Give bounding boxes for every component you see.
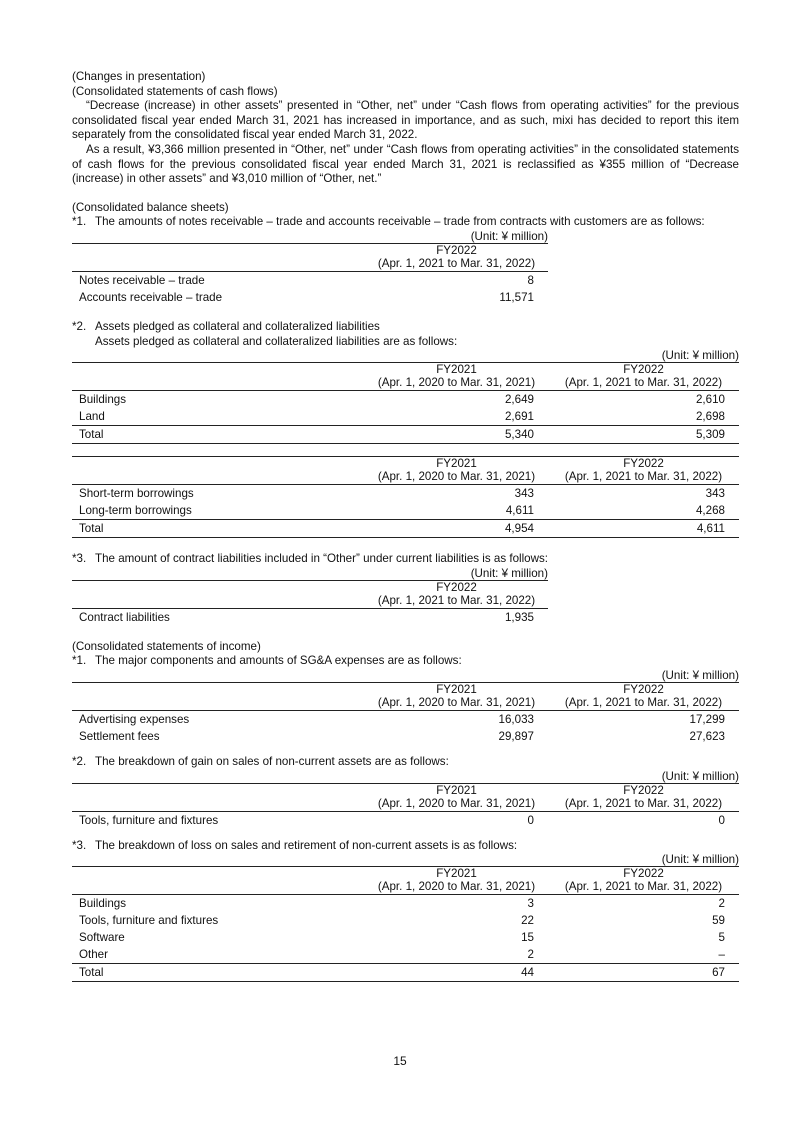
table-row: Tools, furniture and fixtures 22 59: [79, 914, 725, 928]
note-number: *2.: [72, 319, 87, 333]
table-total-row: Total 5,340 5,309: [72, 426, 739, 444]
note-number: *3.: [72, 552, 87, 566]
column-header: FY2022 (Apr. 1, 2021 to Mar. 31, 2022): [548, 867, 739, 895]
bs-note-1: [72, 215, 739, 230]
note-number: *1.: [72, 215, 87, 229]
column-header: FY2022 (Apr. 1, 2021 to Mar. 31, 2022): [365, 243, 548, 271]
loss-on-sales-table: [72, 866, 739, 982]
note-text: The amount of contract liabilities included in “Other” under current liabilities is as follows:: [95, 552, 549, 566]
unit-label: (Unit: ¥ million): [661, 349, 739, 363]
paragraph-2: As a result, ¥3,366 million presented in “Other, net” under “Cash flows from operating activities” in the consolidated statements of cash flows for the previous consolidated fiscal year ended March 31, 2021 is reclassified as ¥355 million of “Decrease (increase) in other assets” and ¥3,010 million of “Other, net.”: [72, 142, 739, 186]
bs-note-2: [72, 320, 739, 335]
table-header: [72, 867, 739, 895]
note-number: *2.: [72, 754, 87, 768]
document-page: [72, 70, 739, 982]
table-row: Advertising expenses 16,033 17,299: [79, 712, 725, 726]
unit-label: (Unit: ¥ million): [661, 668, 739, 682]
note-text: The major components and amounts of SG&A expenses are as follows:: [95, 654, 462, 668]
table-row: Long-term borrowings 4,611 4,268: [79, 504, 725, 518]
sga-expenses-table: [72, 682, 739, 745]
changes-heading: (Changes in presentation): [72, 70, 206, 83]
column-header: FY2022 (Apr. 1, 2021 to Mar. 31, 2022): [548, 457, 739, 485]
note-subtext: Assets pledged as collateral and collateralized liabilities are as follows:: [95, 334, 458, 348]
note-text: The breakdown of loss on sales and retirement of non-current assets is as follows:: [95, 838, 518, 852]
note-text: The breakdown of gain on sales of non-current assets are as follows:: [95, 754, 449, 768]
note-number: *3.: [72, 838, 87, 852]
column-header: FY2021 (Apr. 1, 2020 to Mar. 31, 2021): [365, 682, 548, 710]
note-text: Assets pledged as collateral and collateralized liabilities: [95, 319, 380, 333]
table-row: Notes receivable – trade 8: [79, 273, 534, 287]
column-header: FY2022 (Apr. 1, 2021 to Mar. 31, 2022): [548, 363, 739, 391]
column-header: FY2021 (Apr. 1, 2020 to Mar. 31, 2021): [365, 867, 548, 895]
column-header: FY2022 (Apr. 1, 2021 to Mar. 31, 2022): [548, 682, 739, 710]
table-row: Buildings 2,649 2,610: [79, 393, 725, 407]
table-header: [72, 243, 548, 271]
page-number: 15: [393, 1054, 407, 1068]
paragraph-1: “Decrease (increase) in other assets” presented in “Other, net” under “Cash flows from operating activities” for the previous consolidated fiscal year ended March 31, 2021 has increased in importance, and as such, mixi has decided to report this item separately from the consolidated fiscal year ended March 31, 2022.: [72, 99, 739, 142]
table-row: Land 2,691 2,698: [79, 410, 725, 424]
pledged-assets-table: [72, 362, 739, 444]
table-header: [72, 457, 739, 485]
receivables-table: [72, 243, 548, 306]
table-row: Software 15 5: [79, 931, 725, 945]
table-row: Settlement fees 29,897 27,623: [79, 729, 725, 743]
income-statement-heading: (Consolidated statements of income): [72, 639, 261, 653]
table-row: Contract liabilities 1,935: [79, 610, 534, 624]
is-note-1: [72, 654, 739, 669]
collateralized-liabilities-table: [72, 456, 739, 538]
gain-on-sales-table: [72, 783, 739, 829]
note-number: *1.: [72, 654, 87, 668]
bs-note-3: [72, 552, 739, 567]
balance-sheets-heading: (Consolidated balance sheets): [72, 200, 229, 214]
column-header: FY2021 (Apr. 1, 2020 to Mar. 31, 2021): [365, 457, 548, 485]
unit-label: (Unit: ¥ million): [470, 229, 548, 243]
table-header: [72, 783, 739, 811]
unit-label: (Unit: ¥ million): [470, 566, 548, 580]
is-note-2: [72, 755, 739, 770]
contract-liabilities-table: [72, 580, 548, 626]
unit-label: (Unit: ¥ million): [661, 853, 739, 867]
table-header: [72, 580, 548, 608]
table-row: Buildings 3 2: [79, 897, 725, 911]
column-header: FY2022 (Apr. 1, 2021 to Mar. 31, 2022): [365, 580, 548, 608]
table-total-row: Total 4,954 4,611: [72, 520, 739, 538]
table-row: Tools, furniture and fixtures 0 0: [79, 813, 725, 827]
column-header: FY2021 (Apr. 1, 2020 to Mar. 31, 2021): [365, 783, 548, 811]
cash-flows-heading: (Consolidated statements of cash flows): [72, 84, 278, 98]
table-row: Accounts receivable – trade 11,571: [79, 290, 534, 304]
table-header: [72, 682, 739, 710]
column-header: FY2021 (Apr. 1, 2020 to Mar. 31, 2021): [365, 363, 548, 391]
table-row: Other 2 –: [79, 948, 725, 962]
table-row: Short-term borrowings 343 343: [79, 487, 725, 501]
table-total-row: Total 44 67: [72, 964, 739, 982]
note-text: The amounts of notes receivable – trade and accounts receivable – trade from contracts with customers are as follows:: [95, 215, 705, 229]
unit-label: (Unit: ¥ million): [661, 769, 739, 783]
table-header: [72, 363, 739, 391]
column-header: FY2022 (Apr. 1, 2021 to Mar. 31, 2022): [548, 783, 739, 811]
is-note-3: [72, 839, 739, 854]
